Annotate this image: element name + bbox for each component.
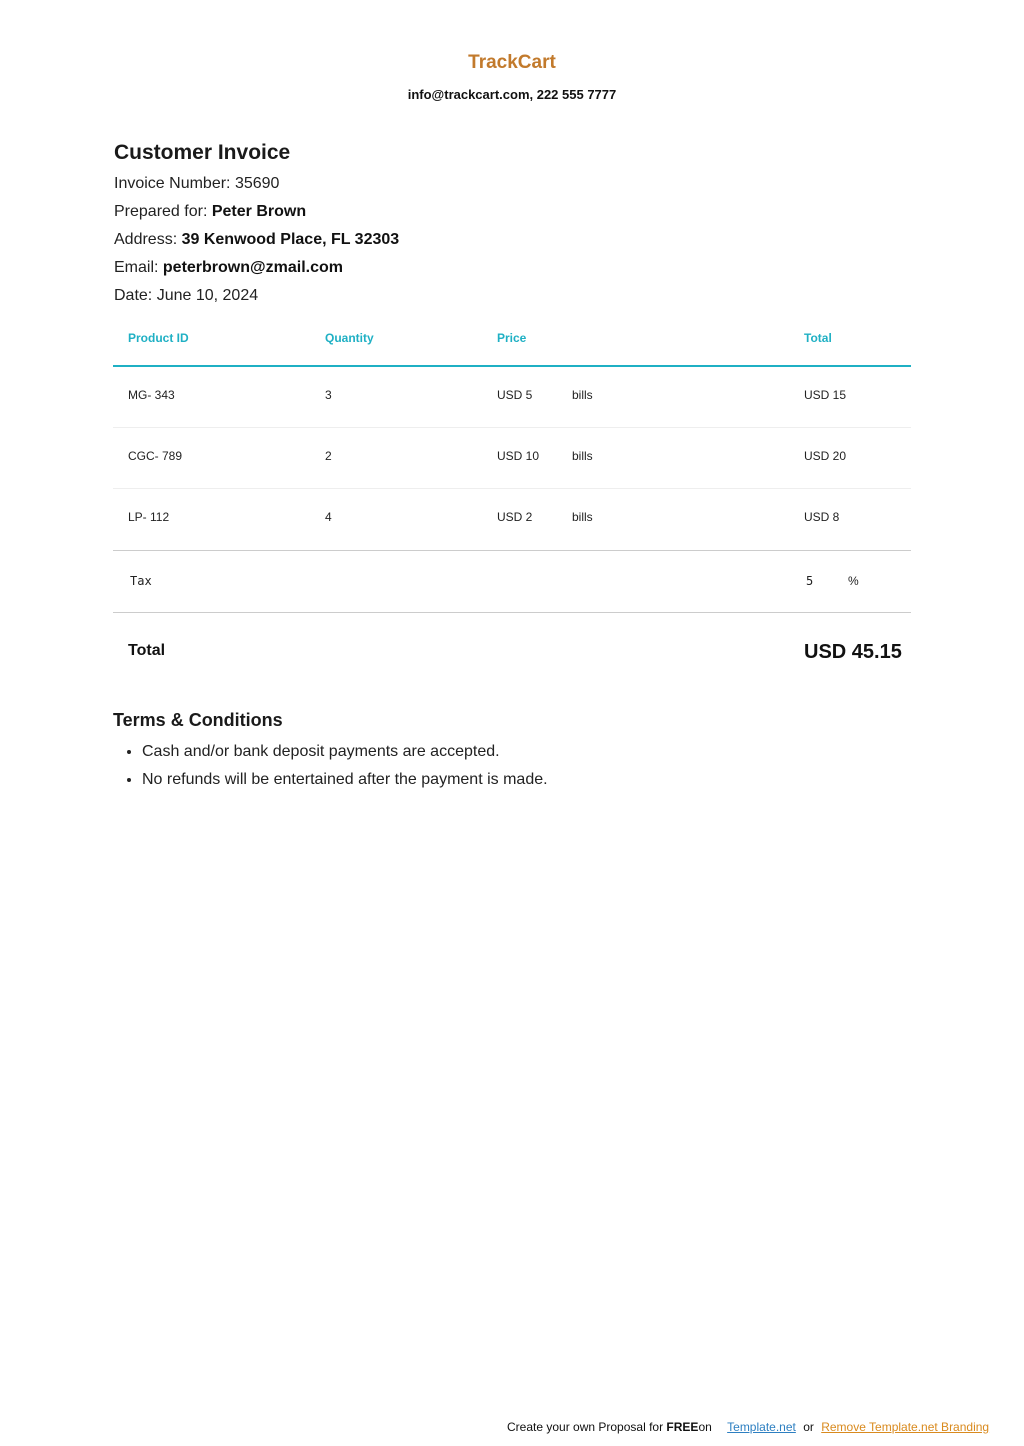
- table-header: [113, 312, 911, 367]
- cell-quantity: 2: [325, 449, 332, 463]
- cell-quantity: 3: [325, 388, 332, 402]
- tax-row: [113, 551, 911, 613]
- footer-prefix: Create your own Proposal for: [507, 1420, 667, 1434]
- company-contact: info@trackcart.com, 222 555 7777: [407, 87, 617, 102]
- email-label: Email:: [114, 259, 159, 276]
- header-total: Total: [804, 331, 832, 345]
- cell-unit: bills: [572, 388, 593, 402]
- footer-free: FREE: [666, 1420, 699, 1434]
- cell-quantity: 4: [325, 510, 332, 524]
- prepared-for-value: Peter Brown: [211, 203, 307, 220]
- terms-title: Terms & Conditions: [113, 710, 283, 730]
- invoice-number-label: Invoice Number:: [114, 175, 231, 192]
- footer-on: on: [698, 1420, 712, 1434]
- header-product-id: Product ID: [128, 331, 189, 345]
- cell-total: USD 15: [804, 388, 847, 402]
- header-price: Price: [497, 331, 527, 345]
- terms-list: [113, 740, 548, 796]
- invoice-number-line: [114, 175, 279, 193]
- table-row: [113, 367, 911, 428]
- email-value: peterbrown@zmail.com: [162, 259, 343, 276]
- cell-product-id: MG- 343: [128, 388, 175, 402]
- address-line: [114, 231, 399, 249]
- cell-total: USD 20: [804, 449, 847, 463]
- cell-unit: bills: [572, 510, 593, 524]
- prepared-for-line: [114, 203, 306, 221]
- grand-total-value: USD 45.15: [804, 641, 902, 663]
- cell-product-id: CGC- 789: [128, 449, 183, 463]
- terms-item: • Cash and/or bank deposit payments are accepted.: [142, 740, 548, 768]
- tax-label: Tax: [130, 574, 152, 588]
- template-footer: [507, 1420, 989, 1434]
- cell-price: USD 10: [497, 449, 540, 463]
- date-value: June 10, 2024: [156, 287, 259, 304]
- remove-branding-link[interactable]: Remove Template.net Branding: [821, 1420, 990, 1434]
- terms-item: • No refunds will be entertained after the payment is made.: [142, 768, 548, 796]
- cell-total: USD 8: [804, 510, 840, 524]
- header-quantity: Quantity: [325, 331, 374, 345]
- tax-unit: %: [848, 574, 859, 588]
- grand-total-label: Total: [128, 642, 166, 659]
- tax-value: 5: [806, 574, 814, 588]
- invoice-title: Customer Invoice: [114, 141, 291, 164]
- grand-total-row: [113, 613, 911, 693]
- cell-unit: bills: [572, 449, 593, 463]
- cell-product-id: LP- 112: [128, 510, 170, 524]
- email-line: [114, 259, 343, 277]
- invoice-table: [113, 312, 911, 693]
- address-label: Address:: [114, 231, 178, 248]
- invoice-number-value: 35690: [234, 175, 280, 192]
- table-row: [113, 489, 911, 551]
- template-net-link[interactable]: Template.net: [727, 1420, 796, 1434]
- cell-price: USD 2: [497, 510, 533, 524]
- table-row: [113, 428, 911, 489]
- brand-name: TrackCart: [468, 52, 556, 73]
- footer-or: or: [803, 1420, 814, 1434]
- date-label: Date:: [114, 287, 153, 304]
- date-line: [114, 287, 258, 305]
- cell-price: USD 5: [497, 388, 533, 402]
- prepared-for-label: Prepared for:: [114, 203, 208, 220]
- address-value: 39 Kenwood Place, FL 32303: [181, 231, 400, 248]
